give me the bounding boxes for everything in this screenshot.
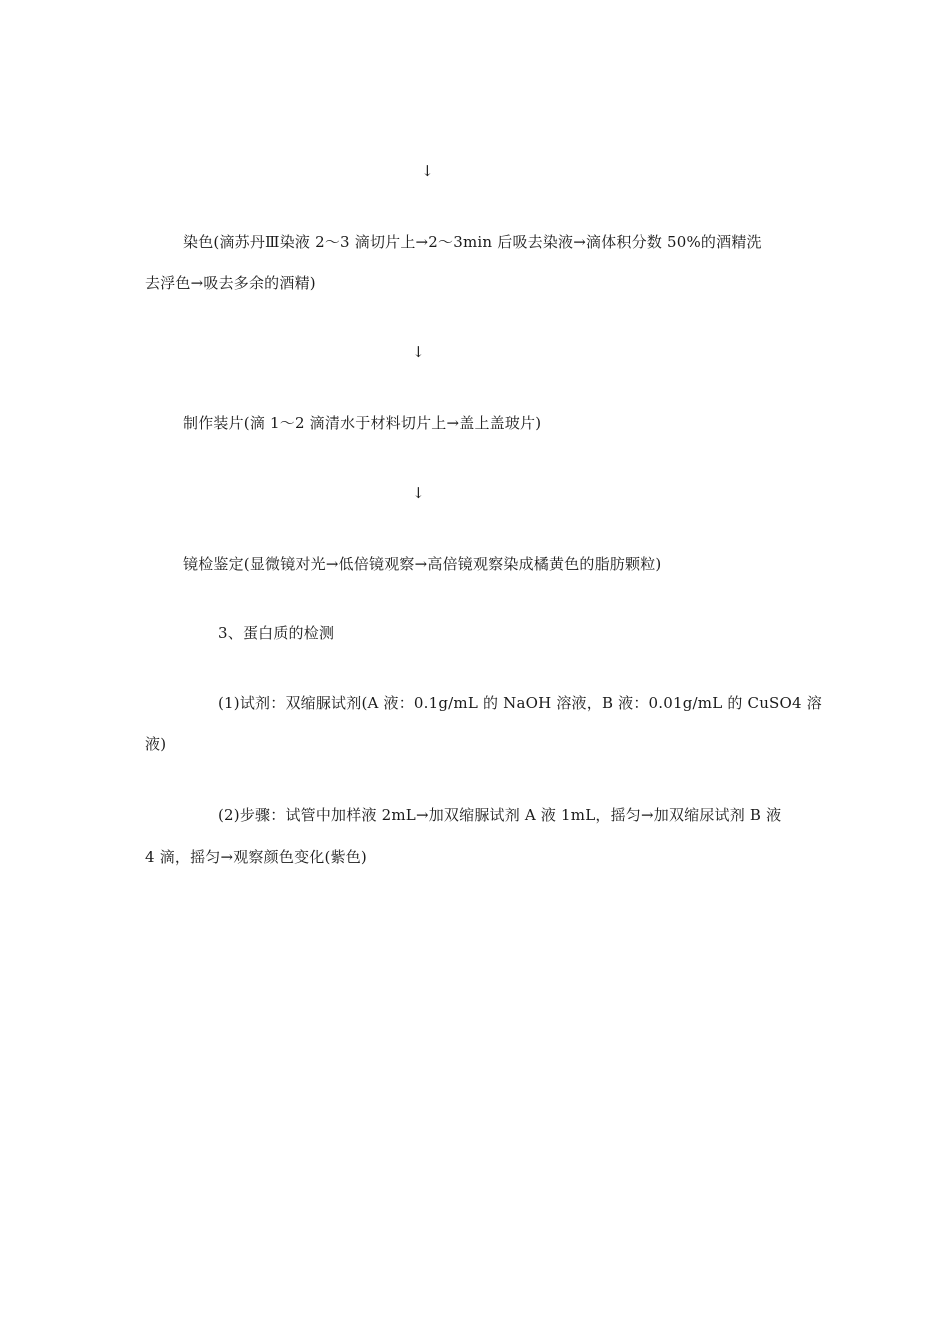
section-heading: 3、蛋白质的检测 — [218, 624, 335, 642]
mount-step: 制作装片(滴 1～2 滴清水于材料切片上→盖上盖玻片) — [183, 414, 542, 432]
stain-step-line-2: 去浮色→吸去多余的酒精) — [145, 274, 316, 292]
stain-step-line-1: 染色(滴苏丹Ⅲ染液 2～3 滴切片上→2～3min 后吸去染液→滴体积分数 50%的酒精洗 — [183, 233, 762, 251]
reagent-line-2: 液) — [145, 735, 167, 753]
flow-arrow-down: ↓ — [412, 343, 425, 361]
inspect-step: 镜检鉴定(显微镜对光→低倍镜观察→高倍镜观察染成橘黄色的脂肪颗粒) — [183, 555, 662, 573]
flow-arrow-down: ↓ — [412, 484, 425, 502]
flow-arrow-down: ↓ — [421, 162, 434, 180]
procedure-line-1: (2)步骤：试管中加样液 2mL→加双缩脲试剂 A 液 1mL，摇匀→加双缩尿试剂 B 液 — [218, 806, 782, 824]
procedure-line-2: 4 滴，摇匀→观察颜色变化(紫色) — [145, 848, 367, 866]
reagent-line-1: (1)试剂：双缩脲试剂(A 液：0.1g/mL 的 NaOH 溶液，B 液：0.01g/mL 的 CuSO4 溶 — [218, 694, 822, 712]
